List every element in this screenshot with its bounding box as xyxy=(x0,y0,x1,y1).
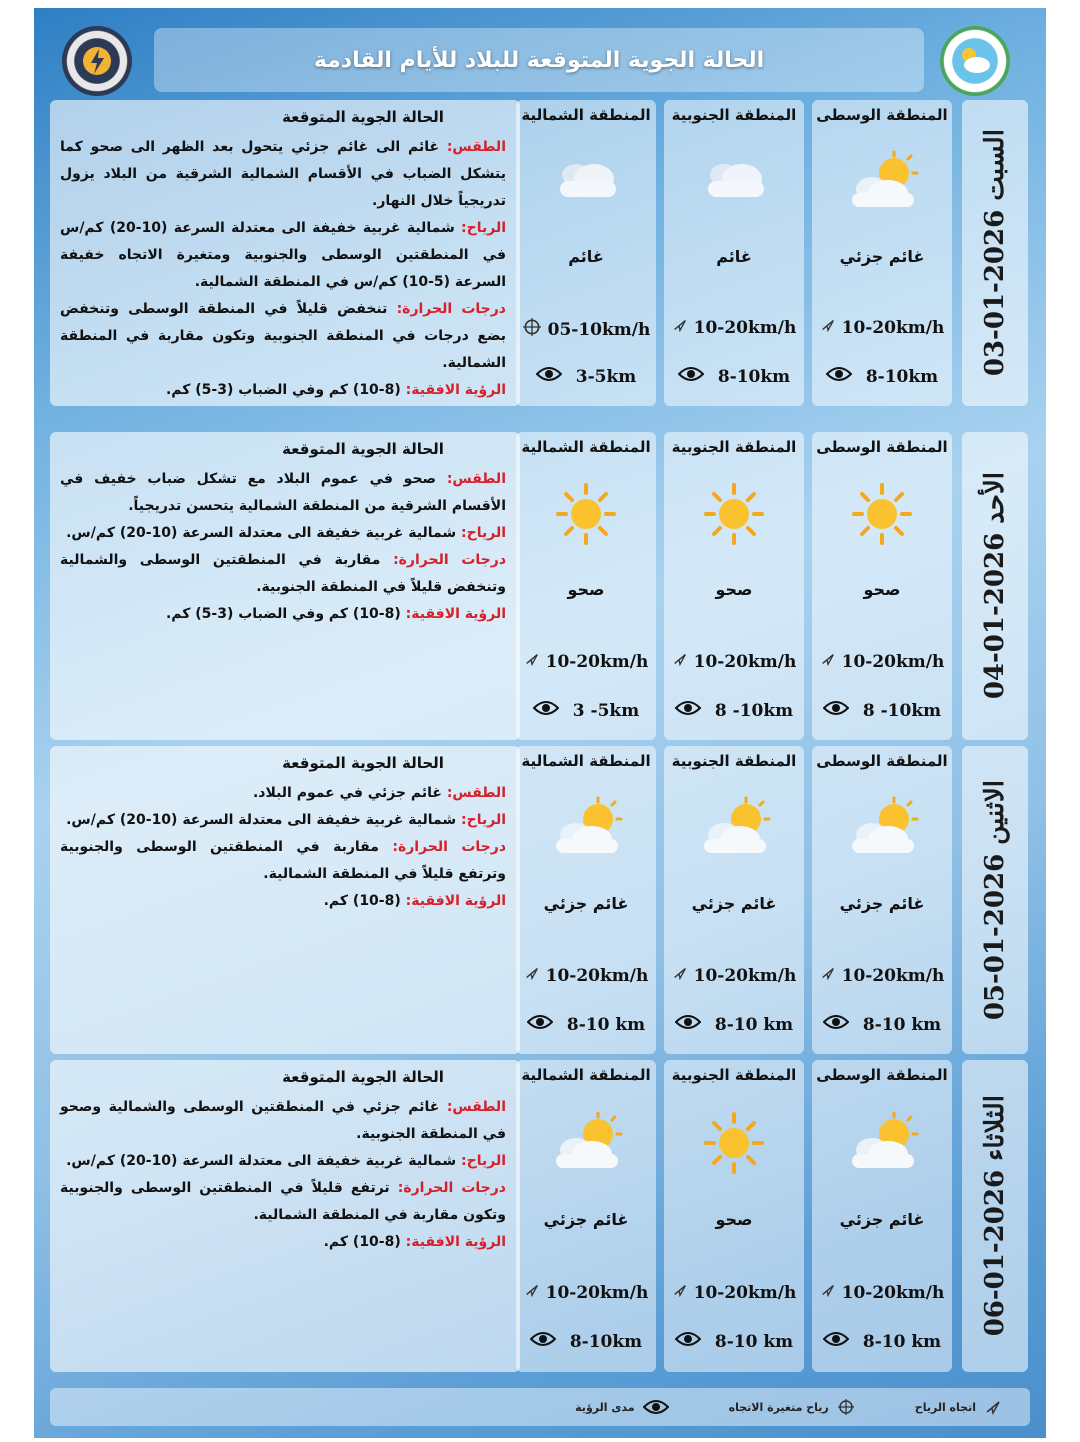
wind-direction-icon xyxy=(524,651,540,672)
partly-cloudy-icon xyxy=(546,1110,626,1176)
wind-speed: 10-20km/h xyxy=(545,651,649,672)
forecast-visibility xyxy=(60,888,506,915)
legend-visibility-label: مدى الرؤية xyxy=(575,1400,635,1414)
eye-icon xyxy=(527,1014,553,1035)
day-row xyxy=(50,1060,1030,1372)
region-wind xyxy=(664,317,804,338)
date-panel xyxy=(962,432,1028,740)
visibility-text: (8-10) كم وفي الضباب (3-5) كم. xyxy=(165,382,406,398)
wind-text: شمالية غربية خفيفة الى معتدلة السرعة (10-20) كم/س في المنطقتين الوسطى والجنوبية ومتغيرة الاتجاه خفيفة السرعة (5-10) كم/س في المنطقة الشمالية. xyxy=(60,220,506,290)
forecast-weather xyxy=(60,466,506,520)
eye-icon xyxy=(678,366,704,387)
temperature-text: ترتفع قليلاً في المنطقتين الوسطى والجنوبية وتكون مقاربة في المنطقة الشمالية. xyxy=(60,1180,506,1223)
region-condition: غائم جزئي xyxy=(839,247,925,266)
day-date: الثلاثاء 2026-01-06 xyxy=(980,1095,1010,1337)
region-visibility xyxy=(812,700,952,721)
region-condition: صحو xyxy=(863,580,901,599)
region-panel xyxy=(812,432,952,740)
region-name: المنطقة الوسطى xyxy=(816,438,948,456)
wind-direction-icon xyxy=(524,965,540,986)
partly-cloudy-icon xyxy=(694,795,774,861)
temperature-label: درجات الحرارة: xyxy=(392,839,506,855)
region-visibility xyxy=(812,1331,952,1352)
visibility-range: 8-10km xyxy=(717,366,791,387)
partly-cloudy-icon xyxy=(842,149,922,215)
sunny-icon xyxy=(842,481,922,547)
region-visibility xyxy=(516,1014,656,1035)
region-name: المنطقة الشمالية xyxy=(521,752,651,770)
wind-direction-icon xyxy=(524,1282,540,1303)
weather-label: الطقس: xyxy=(446,139,506,155)
weather-text: غائم الى غائم جزئي يتحول بعد الظهر الى صحو كما يتشكل الضباب في الأقسام الشمالية الشرقية من البلاد يزول تدريجياً خلال النهار. xyxy=(60,139,506,209)
forecast-visibility xyxy=(60,1229,506,1256)
wind-text: شمالية غربية خفيفة الى معتدلة السرعة (10-20) كم/س. xyxy=(66,1153,462,1169)
region-wind xyxy=(516,965,656,986)
forecast-wind xyxy=(60,807,506,834)
forecast-weather xyxy=(60,1094,506,1148)
visibility-range: 8-10km xyxy=(865,366,939,387)
forecast-wind xyxy=(60,520,506,547)
wind-speed: 10-20km/h xyxy=(545,965,649,986)
day-date: الاثنين 2026-01-05 xyxy=(980,779,1010,1021)
eye-icon xyxy=(533,700,559,721)
day-date: الأحد 2026-01-04 xyxy=(980,472,1010,700)
visibility-label: الرؤية الافقية: xyxy=(405,1234,506,1250)
weather-forecasting-logo-icon xyxy=(62,26,132,96)
legend-variable-wind xyxy=(729,1398,855,1416)
wind-speed: 10-20km/h xyxy=(841,1282,945,1303)
legend-bar xyxy=(50,1388,1030,1426)
sunny-icon xyxy=(546,481,626,547)
visibility-range: 8 -10km xyxy=(862,700,942,721)
eye-icon xyxy=(675,700,701,721)
region-panel xyxy=(516,746,656,1054)
visibility-range: 8-10 km xyxy=(862,1331,942,1352)
eye-icon xyxy=(823,1014,849,1035)
temperature-text: مقاربة في المنطقتين الوسطى والشمالية وتنخفض قليلاً في المنطقة الجنوبية. xyxy=(60,552,506,595)
region-name: المنطقة الجنوبية xyxy=(671,438,797,456)
forecast-temperature xyxy=(60,547,506,601)
visibility-range: 8-10 km xyxy=(862,1014,942,1035)
region-condition: غائم جزئي xyxy=(839,894,925,913)
region-panel xyxy=(664,746,804,1054)
temperature-label: درجات الحرارة: xyxy=(393,552,506,568)
wind-direction-icon xyxy=(672,317,688,338)
region-panel xyxy=(812,100,952,406)
forecast-panel xyxy=(50,100,520,406)
eye-icon xyxy=(675,1014,701,1035)
region-name: المنطقة الجنوبية xyxy=(671,752,797,770)
region-name: المنطقة الوسطى xyxy=(816,106,948,124)
temperature-label: درجات الحرارة: xyxy=(397,1180,506,1196)
weather-label: الطقس: xyxy=(446,1099,506,1115)
bulletin-frame xyxy=(34,8,1046,1438)
wind-direction-icon xyxy=(672,965,688,986)
visibility-label: الرؤية الافقية: xyxy=(405,893,506,909)
region-wind xyxy=(516,317,656,342)
page-title: الحالة الجوية المتوقعة للبلاد للأيام القادمة xyxy=(313,47,765,73)
temperature-text: تنخفض قليلاً في المنطقة الوسطى وتنخفض بضع درجات في المنطقة الجنوبية وتكون مقاربة في المنطقة الشمالية. xyxy=(60,301,506,371)
wind-speed: 10-20km/h xyxy=(841,651,945,672)
visibility-text: (8-10) كم. xyxy=(323,1234,406,1250)
region-name: المنطقة الجنوبية xyxy=(671,106,797,124)
sunny-icon xyxy=(694,1110,774,1176)
forecast-temperature xyxy=(60,834,506,888)
variable-wind-icon xyxy=(837,1398,855,1416)
day-row xyxy=(50,432,1030,740)
date-panel xyxy=(962,746,1028,1054)
forecast-title: الحالة الجوية المتوقعة xyxy=(282,754,444,772)
forecast-title: الحالة الجوية المتوقعة xyxy=(282,440,444,458)
visibility-text: (8-10) كم وفي الضباب (3-5) كم. xyxy=(165,606,406,622)
wind-direction-icon xyxy=(820,317,836,338)
region-name: المنطقة الوسطى xyxy=(816,752,948,770)
region-panel xyxy=(664,432,804,740)
eye-icon xyxy=(530,1331,556,1352)
forecast-visibility xyxy=(60,377,506,404)
meteorology-authority-logo-icon xyxy=(940,26,1010,96)
region-wind xyxy=(516,1282,656,1303)
forecast-visibility xyxy=(60,601,506,628)
wind-label: الرياح: xyxy=(461,1153,506,1169)
region-name: المنطقة الشمالية xyxy=(521,438,651,456)
region-panel xyxy=(812,746,952,1054)
forecast-wind xyxy=(60,215,506,296)
visibility-range: 3 -5km xyxy=(572,700,640,721)
region-wind xyxy=(812,651,952,672)
region-visibility xyxy=(516,1331,656,1352)
region-name: المنطقة الشمالية xyxy=(521,1066,651,1084)
wind-speed: 10-20km/h xyxy=(545,1282,649,1303)
legend-wind-direction-label: اتجاه الرياح xyxy=(914,1400,976,1414)
region-condition: غائم جزئي xyxy=(543,894,629,913)
region-condition: غائم جزئي xyxy=(543,1210,629,1229)
wind-direction-icon xyxy=(672,1282,688,1303)
region-wind xyxy=(664,965,804,986)
visibility-range: 3-5km xyxy=(575,366,637,387)
wind-direction-icon xyxy=(984,1398,1002,1416)
weather-text: غائم جزئي في عموم البلاد. xyxy=(252,785,447,801)
date-panel xyxy=(962,1060,1028,1372)
wind-label: الرياح: xyxy=(461,812,506,828)
region-condition: غائم xyxy=(716,247,752,266)
wind-speed: 10-20km/h xyxy=(693,651,797,672)
partly-cloudy-icon xyxy=(842,1110,922,1176)
forecast-temperature xyxy=(60,1175,506,1229)
variable-wind-icon xyxy=(522,317,542,342)
region-visibility xyxy=(516,700,656,721)
region-wind xyxy=(664,651,804,672)
wind-direction-icon xyxy=(672,651,688,672)
region-condition: غائم جزئي xyxy=(839,1210,925,1229)
partly-cloudy-icon xyxy=(546,795,626,861)
eye-icon xyxy=(826,366,852,387)
forecast-panel xyxy=(50,432,520,740)
visibility-label: الرؤية الافقية: xyxy=(405,382,506,398)
region-visibility xyxy=(664,366,804,387)
legend-wind-direction xyxy=(915,1398,1002,1416)
region-visibility xyxy=(812,366,952,387)
region-wind xyxy=(812,317,952,338)
header-banner xyxy=(154,28,924,92)
region-condition: غائم جزئي xyxy=(691,894,777,913)
region-visibility xyxy=(812,1014,952,1035)
region-condition: صحو xyxy=(715,580,753,599)
forecast-title: الحالة الجوية المتوقعة xyxy=(282,108,444,126)
visibility-range: 8-10 km xyxy=(714,1331,794,1352)
wind-speed: 10-20km/h xyxy=(693,317,797,338)
visibility-range: 8-10 km xyxy=(566,1014,646,1035)
eye-icon xyxy=(536,366,562,387)
wind-speed: 10-20km/h xyxy=(841,965,945,986)
region-visibility xyxy=(664,1331,804,1352)
region-condition: غائم xyxy=(568,247,604,266)
legend-variable-wind-label: رياح متغيرة الاتجاه xyxy=(728,1400,829,1414)
weather-label: الطقس: xyxy=(446,785,506,801)
region-wind xyxy=(812,1282,952,1303)
region-wind xyxy=(664,1282,804,1303)
partly-cloudy-icon xyxy=(842,795,922,861)
wind-speed: 10-20km/h xyxy=(693,965,797,986)
eye-icon xyxy=(643,1399,669,1415)
visibility-label: الرؤية الافقية: xyxy=(405,606,506,622)
legend-visibility xyxy=(575,1399,668,1415)
wind-speed: 10-20km/h xyxy=(841,317,945,338)
wind-label: الرياح: xyxy=(461,220,506,236)
eye-icon xyxy=(823,700,849,721)
region-wind xyxy=(516,651,656,672)
cloudy-icon xyxy=(546,149,626,215)
visibility-range: 8-10km xyxy=(569,1331,643,1352)
forecast-weather xyxy=(60,134,506,215)
region-panel xyxy=(664,1060,804,1372)
region-visibility xyxy=(516,366,656,387)
region-panel xyxy=(516,432,656,740)
forecast-weather xyxy=(60,780,506,807)
region-visibility xyxy=(664,1014,804,1035)
date-panel xyxy=(962,100,1028,406)
region-name: المنطقة الجنوبية xyxy=(671,1066,797,1084)
forecast-wind xyxy=(60,1148,506,1175)
sunny-icon xyxy=(694,481,774,547)
region-condition: صحو xyxy=(715,1210,753,1229)
region-panel xyxy=(516,1060,656,1372)
weather-text: غائم جزئي في المنطقتين الوسطى والشمالية وصحو في المنطقة الجنوبية. xyxy=(60,1099,506,1142)
wind-text: شمالية غربية خفيفة الى معتدلة السرعة (10-20) كم/س. xyxy=(66,812,462,828)
wind-label: الرياح: xyxy=(461,525,506,541)
wind-direction-icon xyxy=(820,1282,836,1303)
day-row xyxy=(50,100,1030,406)
forecast-temperature xyxy=(60,296,506,377)
visibility-range: 8-10 km xyxy=(714,1014,794,1035)
forecast-panel xyxy=(50,1060,520,1372)
region-panel xyxy=(516,100,656,406)
weather-label: الطقس: xyxy=(446,471,506,487)
eye-icon xyxy=(823,1331,849,1352)
day-date: السبت 2026-01-03 xyxy=(980,129,1010,377)
cloudy-icon xyxy=(694,149,774,215)
region-name: المنطقة الوسطى xyxy=(816,1066,948,1084)
wind-text: شمالية غربية خفيفة الى معتدلة السرعة (10-20) كم/س. xyxy=(66,525,462,541)
wind-direction-icon xyxy=(820,651,836,672)
forecast-title: الحالة الجوية المتوقعة xyxy=(282,1068,444,1086)
wind-speed: 10-20km/h xyxy=(693,1282,797,1303)
temperature-label: درجات الحرارة: xyxy=(396,301,506,317)
day-row xyxy=(50,746,1030,1054)
visibility-text: (8-10) كم. xyxy=(323,893,406,909)
weather-text: صحو في عموم البلاد مع تشكل ضباب خفيف في الأقسام الشرقية من المنطقة الشمالية يتحسن تدريجياً. xyxy=(60,471,506,514)
forecast-panel xyxy=(50,746,520,1054)
wind-direction-icon xyxy=(820,965,836,986)
visibility-range: 8 -10km xyxy=(714,700,794,721)
region-panel xyxy=(812,1060,952,1372)
region-visibility xyxy=(664,700,804,721)
region-wind xyxy=(812,965,952,986)
region-condition: صحو xyxy=(567,580,605,599)
wind-speed: 05-10km/h xyxy=(547,319,651,340)
eye-icon xyxy=(675,1331,701,1352)
temperature-text: مقاربة في المنطقتين الوسطى والجنوبية وترتفع قليلاً في المنطقة الشمالية. xyxy=(60,839,506,882)
region-panel xyxy=(664,100,804,406)
region-name: المنطقة الشمالية xyxy=(521,106,651,124)
